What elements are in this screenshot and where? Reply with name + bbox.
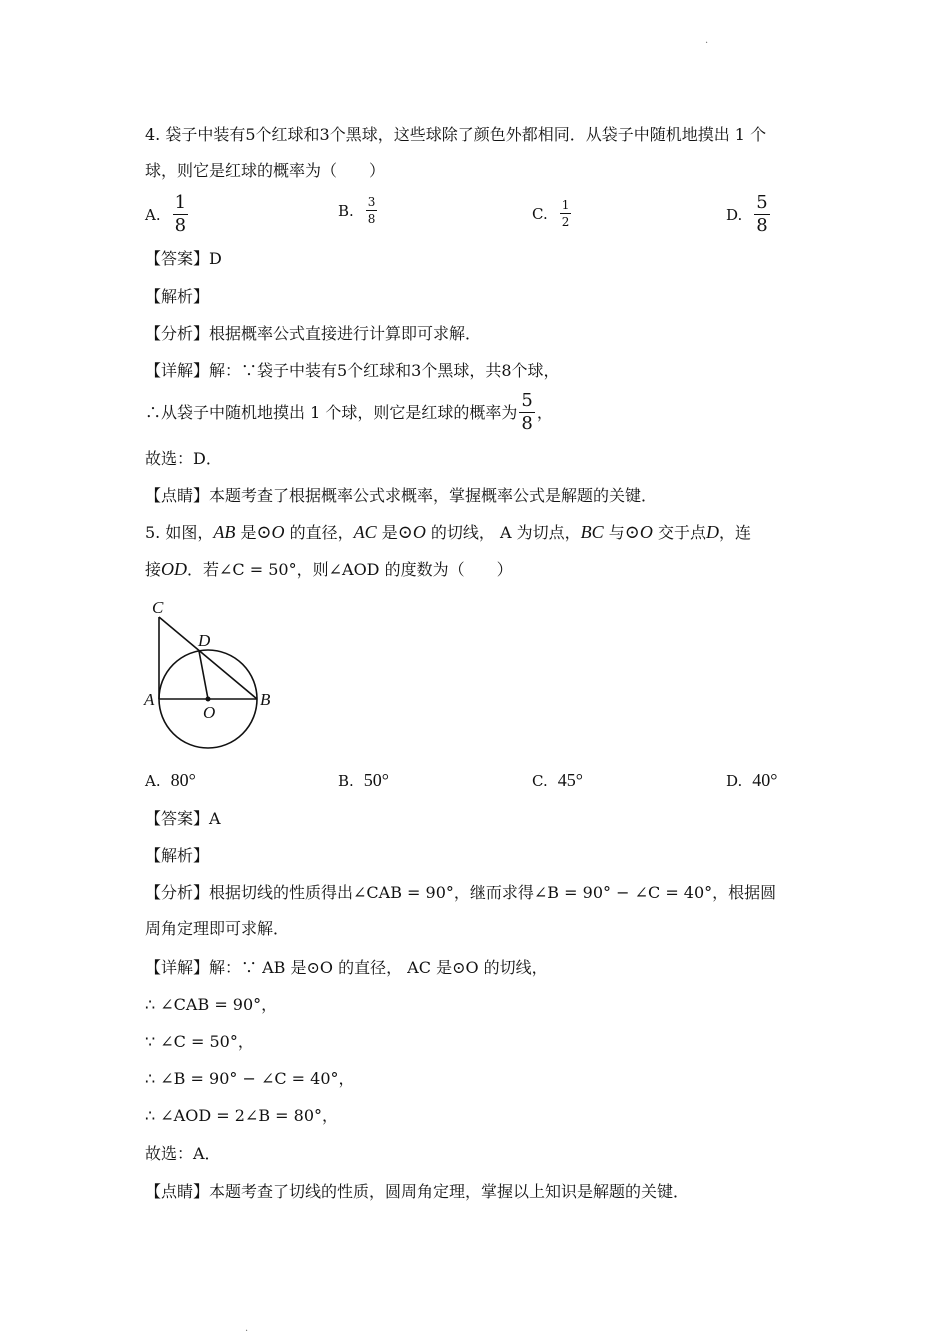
q5-step1: ∴ ∠CAB = 90°， <box>145 995 278 1014</box>
label-b: B <box>260 690 271 709</box>
denominator: 8 <box>367 212 376 226</box>
q4-stem-line2: 球，则它是红球的概率为（ ） <box>145 161 386 180</box>
q5-step4: ∴ ∠AOD = 2∠B = 80°， <box>145 1106 339 1125</box>
numerator: 5 <box>521 390 533 411</box>
q5-stem-line2 <box>145 558 513 581</box>
fraction <box>754 194 769 235</box>
denominator: 2 <box>561 215 570 229</box>
denominator: 8 <box>521 413 533 434</box>
text: 交于点 <box>652 523 706 542</box>
numerator: 1 <box>174 192 187 213</box>
text: ，连 <box>718 523 751 542</box>
fraction <box>519 392 534 433</box>
text: 的切线， A 为切点， <box>425 523 581 542</box>
q4-xiangjie: 【详解】解：∵袋子中装有5个红球和3个黑球，共8个球， <box>145 361 560 380</box>
text: 的直径， <box>284 523 354 542</box>
fraction <box>366 196 378 225</box>
q4-option-a <box>145 194 190 235</box>
option-letter: B. <box>338 201 354 220</box>
q5-option-b <box>338 770 389 791</box>
q4-therefore-line <box>145 392 553 433</box>
math: ⊙O <box>624 522 653 542</box>
option-value: 40° <box>752 770 778 790</box>
q4-option-d <box>726 194 772 235</box>
label-c: C <box>152 598 164 617</box>
fraction <box>560 199 572 228</box>
q4-stem-line1: 4. 袋子中装有5个红球和3个黑球，这些球除了颜色外都相同．从袋子中随机地摸出 1 个 <box>145 125 767 144</box>
numerator: 3 <box>367 195 376 209</box>
numerator: 1 <box>561 198 570 212</box>
q4-jiexi: 【解析】 <box>145 287 210 306</box>
center-point <box>206 697 211 702</box>
text: 是 <box>376 523 398 542</box>
segment-od <box>199 651 208 699</box>
q4-guxuan: 故选：D． <box>145 449 222 468</box>
q5-option-a <box>145 770 196 791</box>
option-letter: B. <box>338 771 354 790</box>
option-letter: D. <box>726 771 743 790</box>
option-letter: C. <box>532 204 548 223</box>
math: ⊙O <box>256 522 285 542</box>
q5-xiangjie: 【详解】解：∵ AB 是⊙O 的直径， AC 是⊙O 的切线， <box>145 958 548 977</box>
label-a: A <box>144 690 155 709</box>
therefore-text: ∴从袋子中随机地摸出 1 个球，则它是红球的概率为 <box>145 402 518 422</box>
q5-answer: 【答案】A <box>145 809 221 828</box>
option-value: 80° <box>170 770 196 790</box>
option-value: 50° <box>363 770 389 790</box>
math: BC <box>580 522 604 542</box>
q5-step3: ∴ ∠B = 90° − ∠C = 40°， <box>145 1069 355 1088</box>
option-letter: D. <box>726 205 743 224</box>
footer-dot: · <box>245 1326 249 1337</box>
text: 接 <box>145 560 162 579</box>
math: D <box>705 522 719 542</box>
q4-dianjing: 【点睛】本题考查了根据概率公式求概率，掌握概率公式是解题的关键． <box>145 486 658 505</box>
text: 5. 如图， <box>145 523 214 542</box>
denominator: 8 <box>174 215 187 236</box>
option-letter: A. <box>145 205 161 224</box>
numerator: 5 <box>756 192 768 213</box>
text: ．若∠C = 50°，则∠AOD 的度数为（ ） <box>187 560 513 579</box>
therefore-end: ， <box>536 402 553 422</box>
q5-fenxi-line2: 周角定理即可求解． <box>145 919 290 938</box>
q5-step2: ∵ ∠C = 50°， <box>145 1032 254 1051</box>
option-value: 45° <box>557 770 583 790</box>
math: OD <box>161 559 188 579</box>
math: AB <box>213 522 236 542</box>
q4-option-b <box>338 196 379 225</box>
fraction <box>173 194 188 235</box>
header-dot: · <box>705 38 709 49</box>
math: AC <box>353 522 377 542</box>
q5-option-d <box>726 770 777 791</box>
segment-cb <box>159 617 257 699</box>
q5-figure <box>140 595 280 765</box>
q5-dianjing: 【点睛】本题考查了切线的性质，圆周角定理，掌握以上知识是解题的关键． <box>145 1182 690 1201</box>
q4-option-c <box>532 199 573 228</box>
q5-option-c <box>532 770 583 791</box>
q5-stem-line1 <box>145 521 751 544</box>
text: 是 <box>235 523 257 542</box>
q5-fenxi-line1: 【分析】根据切线的性质得出∠CAB = 90°，继而求得∠B = 90° − ∠C = 40°，根据圆 <box>145 883 777 902</box>
q5-jiexi: 【解析】 <box>145 846 210 865</box>
label-d: D <box>198 631 211 650</box>
denominator: 8 <box>756 215 768 236</box>
option-letter: C. <box>532 771 548 790</box>
q4-fenxi: 【分析】根据概率公式直接进行计算即可求解． <box>145 324 482 343</box>
text: 与 <box>603 523 625 542</box>
q5-guxuan: 故选：A． <box>145 1144 221 1163</box>
math: ⊙O <box>397 522 426 542</box>
option-letter: A. <box>145 771 161 790</box>
q4-answer: 【答案】D <box>145 249 222 268</box>
label-o: O <box>203 703 216 722</box>
